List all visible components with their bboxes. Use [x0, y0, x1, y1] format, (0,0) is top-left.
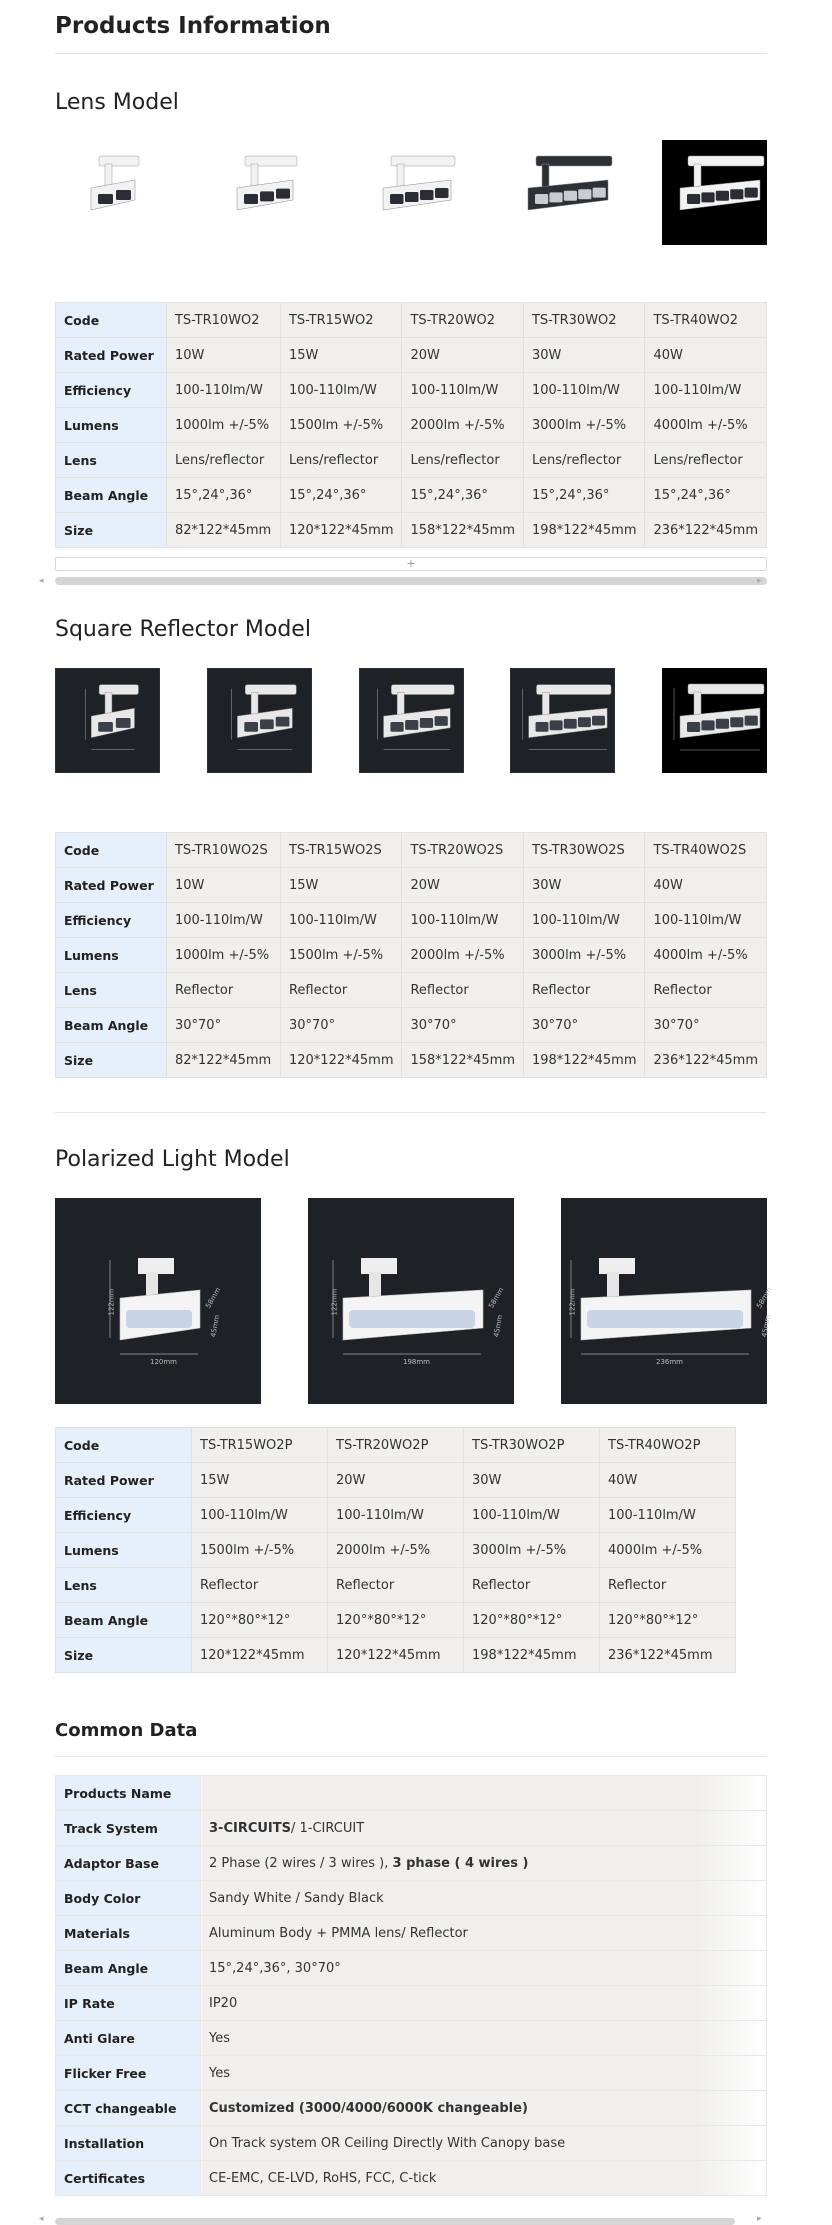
row-label: Beam Angle — [56, 1008, 167, 1043]
polarized-spec-table — [55, 1427, 736, 1673]
table-cell: TS-TR30WO2P — [464, 1428, 600, 1463]
product-image[interactable] — [207, 140, 312, 245]
square-section-title: Square Reflector Model — [55, 617, 311, 642]
page-title: Products Information — [55, 0, 767, 54]
value-text: On Track system OR Ceiling Directly With Canopy base — [209, 2135, 566, 2151]
table-cell: 15°,24°,36° — [166, 478, 280, 513]
table-cell: TS-TR10WO2 — [166, 303, 280, 338]
table-cell: 10W — [166, 338, 280, 373]
table-cell: 20W — [402, 338, 524, 373]
dimension-label: 45mm — [492, 1314, 505, 1338]
scroll-left-icon[interactable]: ◂ — [39, 2214, 44, 2224]
table-cell: 10W — [166, 868, 280, 903]
table-cell: 100-110lm/W — [280, 903, 402, 938]
product-image[interactable] — [207, 668, 312, 773]
table-cell: Reflector — [166, 973, 280, 1008]
table-cell: 30°70° — [166, 1008, 280, 1043]
row-label: Body Color — [56, 1881, 201, 1916]
table-cell: 30°70° — [402, 1008, 524, 1043]
dimension-label: 58mm — [204, 1286, 223, 1310]
polarized-section-title: Polarized Light Model — [55, 1147, 290, 1172]
table-cell: 120°*80°*12° — [600, 1603, 736, 1638]
table-cell — [201, 2021, 767, 2056]
table-cell: 1500lm +/-5% — [192, 1533, 328, 1568]
product-image[interactable] — [662, 140, 767, 245]
table-cell: 30W — [523, 868, 645, 903]
table-row — [56, 2126, 767, 2161]
table-cell: 15W — [280, 338, 402, 373]
value-text: CE-EMC, CE-LVD, RoHS, FCC, C-tick — [209, 2170, 437, 2186]
dimension-label: 122mm — [568, 1288, 577, 1316]
table-cell: 2000lm +/-5% — [402, 938, 524, 973]
table-cell — [201, 1776, 767, 1811]
table-cell: 120*122*45mm — [280, 1043, 402, 1078]
table-cell: 158*122*45mm — [402, 1043, 524, 1078]
table-row — [56, 1846, 767, 1881]
table-cell: Lens/reflector — [280, 443, 402, 478]
row-label: Lens — [56, 1568, 192, 1603]
product-image[interactable] — [561, 1198, 774, 1404]
table-cell: TS-TR15WO2 — [280, 303, 402, 338]
table-cell: Reflector — [645, 973, 767, 1008]
divider — [55, 1112, 767, 1113]
product-image[interactable] — [510, 140, 615, 245]
table-cell: 30W — [464, 1463, 600, 1498]
dimension-label: 236mm — [656, 1358, 683, 1366]
dimension-label: 45mm — [760, 1314, 773, 1338]
table-cell: 236*122*45mm — [645, 1043, 767, 1078]
square-spec-table — [55, 832, 767, 1078]
value-text: Yes — [209, 2065, 230, 2081]
row-label: Size — [56, 513, 167, 548]
table-cell: 3000lm +/-5% — [523, 408, 645, 443]
dimension-label: 120mm — [150, 1358, 177, 1366]
row-label: Products Name — [56, 1776, 201, 1811]
table-row — [56, 903, 767, 938]
table-cell: 30W — [523, 338, 645, 373]
table-cell: 30°70° — [645, 1008, 767, 1043]
table-row — [56, 338, 767, 373]
table-cell: 4000lm +/-5% — [645, 938, 767, 973]
value-text: Customized (3000/4000/6000K changeable) — [209, 2100, 528, 2116]
table-cell: 40W — [645, 338, 767, 373]
table-cell — [201, 2161, 767, 2196]
table-cell — [201, 1916, 767, 1951]
table-cell: TS-TR40WO2P — [600, 1428, 736, 1463]
table-cell: 198*122*45mm — [523, 513, 645, 548]
table-cell: 1000lm +/-5% — [166, 938, 280, 973]
table-cell: Lens/reflector — [523, 443, 645, 478]
value-text: 15°,24°,36°, 30°70° — [209, 1960, 341, 1976]
table-cell: 120°*80°*12° — [464, 1603, 600, 1638]
dimension-label: 58mm — [755, 1286, 774, 1310]
table-cell: TS-TR40WO2 — [645, 303, 767, 338]
product-image[interactable] — [359, 140, 464, 245]
dimension-label: 122mm — [330, 1288, 339, 1316]
horizontal-scrollbar[interactable] — [55, 577, 767, 585]
table-row — [56, 973, 767, 1008]
value-text: / 1-CIRCUIT — [291, 1820, 365, 1836]
lens-product-images — [55, 140, 767, 245]
row-label: Lumens — [56, 408, 167, 443]
lens-spec-table — [55, 302, 767, 548]
table-cell: TS-TR30WO2 — [523, 303, 645, 338]
table-cell: 100-110lm/W — [192, 1498, 328, 1533]
table-row — [56, 373, 767, 408]
table-cell: 4000lm +/-5% — [645, 408, 767, 443]
table-cell: Lens/reflector — [645, 443, 767, 478]
table-cell: 1500lm +/-5% — [280, 408, 402, 443]
divider — [55, 1756, 767, 1757]
row-label: Size — [56, 1638, 192, 1673]
table-cell — [201, 2056, 767, 2091]
row-label: Rated Power — [56, 1463, 192, 1498]
table-row — [56, 1463, 736, 1498]
table-cell: 15W — [192, 1463, 328, 1498]
row-label: Lumens — [56, 938, 167, 973]
table-row — [56, 1498, 736, 1533]
table-cell: 2000lm +/-5% — [328, 1533, 464, 1568]
table-cell: 15°,24°,36° — [280, 478, 402, 513]
row-label: Flicker Free — [56, 2056, 201, 2091]
table-cell — [201, 1951, 767, 1986]
table-cell: 20W — [402, 868, 524, 903]
value-text: 3 phase ( 4 wires ) — [392, 1855, 529, 1871]
table-cell: 120*122*45mm — [280, 513, 402, 548]
table-row — [56, 1008, 767, 1043]
value-text: IP20 — [209, 1995, 238, 2011]
table-cell: 198*122*45mm — [464, 1638, 600, 1673]
scroll-right-icon[interactable]: ▸ — [757, 2214, 762, 2224]
table-cell: 100-110lm/W — [402, 373, 524, 408]
table-cell: 40W — [600, 1463, 736, 1498]
table-row — [56, 2091, 767, 2126]
table-cell: 15°,24°,36° — [645, 478, 767, 513]
row-label: Lens — [56, 443, 167, 478]
table-cell: 1500lm +/-5% — [280, 938, 402, 973]
dimension-label: 45mm — [209, 1314, 222, 1338]
row-label: Lens — [56, 973, 167, 1008]
table-row — [56, 1881, 767, 1916]
table-cell: Reflector — [328, 1568, 464, 1603]
table-cell: 4000lm +/-5% — [600, 1533, 736, 1568]
row-label: Beam Angle — [56, 1603, 192, 1638]
row-label: CCT changeable — [56, 2091, 201, 2126]
table-cell: 2000lm +/-5% — [402, 408, 524, 443]
table-row — [56, 303, 767, 338]
table-row — [56, 1603, 736, 1638]
table-row — [56, 1428, 736, 1463]
value-text: Sandy White / Sandy Black — [209, 1890, 384, 1906]
table-cell: TS-TR20WO2P — [328, 1428, 464, 1463]
row-label: Materials — [56, 1916, 201, 1951]
row-label: Code — [56, 1428, 192, 1463]
table-cell: 100-110lm/W — [328, 1498, 464, 1533]
table-cell: 100-110lm/W — [645, 903, 767, 938]
value-text: Yes — [209, 2030, 230, 2046]
table-cell: Reflector — [280, 973, 402, 1008]
table-cell: 120*122*45mm — [192, 1638, 328, 1673]
table-row — [56, 938, 767, 973]
value-text: 3-CIRCUITS — [209, 1820, 291, 1836]
table-cell: 100-110lm/W — [645, 373, 767, 408]
row-label: Beam Angle — [56, 1951, 201, 1986]
value-text: Aluminum Body + PMMA lens/ Reflector — [209, 1925, 468, 1941]
table-cell: TS-TR30WO2S — [523, 833, 645, 868]
row-label: Installation — [56, 2126, 201, 2161]
product-image[interactable] — [662, 668, 767, 773]
row-label: Anti Glare — [56, 2021, 201, 2056]
row-label: Efficiency — [56, 373, 167, 408]
table-cell — [201, 1986, 767, 2021]
table-cell: Lens/reflector — [166, 443, 280, 478]
row-label: Rated Power — [56, 868, 167, 903]
table-cell — [201, 1811, 767, 1846]
product-image[interactable] — [55, 1198, 261, 1404]
row-label: Size — [56, 1043, 167, 1078]
table-cell: 100-110lm/W — [464, 1498, 600, 1533]
scroll-left-icon[interactable]: ◂ — [39, 576, 44, 586]
table-cell — [201, 1846, 767, 1881]
table-cell: TS-TR15WO2S — [280, 833, 402, 868]
row-label: Lumens — [56, 1533, 192, 1568]
table-cell: 15°,24°,36° — [523, 478, 645, 513]
table-row — [56, 2021, 767, 2056]
table-cell: Reflector — [600, 1568, 736, 1603]
dimension-label: 58mm — [487, 1286, 506, 1310]
table-row — [56, 408, 767, 443]
table-row — [56, 1533, 736, 1568]
product-image[interactable] — [55, 140, 160, 245]
table-cell: Reflector — [192, 1568, 328, 1603]
table-cell: 236*122*45mm — [645, 513, 767, 548]
common-data-table — [55, 1775, 767, 2196]
product-image[interactable] — [55, 668, 160, 773]
table-cell: Reflector — [464, 1568, 600, 1603]
table-cell: TS-TR10WO2S — [166, 833, 280, 868]
table-row — [56, 513, 767, 548]
square-product-images — [55, 668, 767, 773]
table-row — [56, 868, 767, 903]
table-cell: TS-TR15WO2P — [192, 1428, 328, 1463]
row-label: Rated Power — [56, 338, 167, 373]
table-cell: 120°*80°*12° — [328, 1603, 464, 1638]
table-cell: 20W — [328, 1463, 464, 1498]
table-cell: 100-110lm/W — [600, 1498, 736, 1533]
table-cell: 198*122*45mm — [523, 1043, 645, 1078]
table-cell: 120*122*45mm — [328, 1638, 464, 1673]
table-row — [56, 2161, 767, 2196]
table-cell: 30°70° — [280, 1008, 402, 1043]
table-cell: 1000lm +/-5% — [166, 408, 280, 443]
dimension-label: 198mm — [403, 1358, 430, 1366]
table-row — [56, 1986, 767, 2021]
value-text: 2 Phase (2 wires / 3 wires ), — [209, 1855, 393, 1871]
common-section-title: Common Data — [55, 1720, 198, 1741]
lens-section-title: Lens Model — [55, 90, 179, 115]
table-row — [56, 1811, 767, 1846]
row-label: Adaptor Base — [56, 1846, 201, 1881]
row-label: Efficiency — [56, 903, 167, 938]
table-cell: 100-110lm/W — [280, 373, 402, 408]
add-column-button[interactable]: + — [55, 557, 767, 571]
row-label: Efficiency — [56, 1498, 192, 1533]
table-row — [56, 1568, 736, 1603]
row-label: Certificates — [56, 2161, 201, 2196]
table-row — [56, 1638, 736, 1673]
row-label: Beam Angle — [56, 478, 167, 513]
table-cell: 100-110lm/W — [523, 373, 645, 408]
table-cell: Reflector — [523, 973, 645, 1008]
table-cell: 236*122*45mm — [600, 1638, 736, 1673]
table-cell: 30°70° — [523, 1008, 645, 1043]
table-cell: 3000lm +/-5% — [523, 938, 645, 973]
table-cell: TS-TR40WO2S — [645, 833, 767, 868]
table-row — [56, 2056, 767, 2091]
table-cell: TS-TR20WO2 — [402, 303, 524, 338]
table-cell: 82*122*45mm — [166, 1043, 280, 1078]
table-cell: 100-110lm/W — [166, 903, 280, 938]
table-row — [56, 1043, 767, 1078]
table-row — [56, 1916, 767, 1951]
row-label: Track System — [56, 1811, 201, 1846]
table-cell: 40W — [645, 868, 767, 903]
table-cell — [201, 2091, 767, 2126]
table-cell: 120°*80°*12° — [192, 1603, 328, 1638]
table-cell: 100-110lm/W — [402, 903, 524, 938]
row-label: IP Rate — [56, 1986, 201, 2021]
table-row — [56, 833, 767, 868]
table-cell: 15°,24°,36° — [402, 478, 524, 513]
table-row — [56, 443, 767, 478]
table-cell: 100-110lm/W — [166, 373, 280, 408]
table-cell: 158*122*45mm — [402, 513, 524, 548]
product-image[interactable] — [359, 668, 464, 773]
row-label: Code — [56, 833, 167, 868]
table-row — [56, 1951, 767, 1986]
table-cell: Reflector — [402, 973, 524, 1008]
table-cell — [201, 2126, 767, 2161]
table-cell: 100-110lm/W — [523, 903, 645, 938]
scroll-right-icon[interactable]: ▸ — [757, 576, 762, 586]
table-row — [56, 1776, 767, 1811]
page — [39, 0, 774, 2224]
row-label: Code — [56, 303, 167, 338]
table-cell: TS-TR20WO2S — [402, 833, 524, 868]
product-image[interactable] — [510, 668, 615, 773]
table-cell — [201, 1881, 767, 1916]
table-cell: 82*122*45mm — [166, 513, 280, 548]
product-image[interactable] — [308, 1198, 514, 1404]
dimension-label: 122mm — [107, 1288, 116, 1316]
table-cell: 3000lm +/-5% — [464, 1533, 600, 1568]
table-row — [56, 478, 767, 513]
table-cell: 15W — [280, 868, 402, 903]
polarized-product-images — [55, 1198, 774, 1404]
lens-table-scroll[interactable] — [55, 557, 767, 585]
table-cell: Lens/reflector — [402, 443, 524, 478]
